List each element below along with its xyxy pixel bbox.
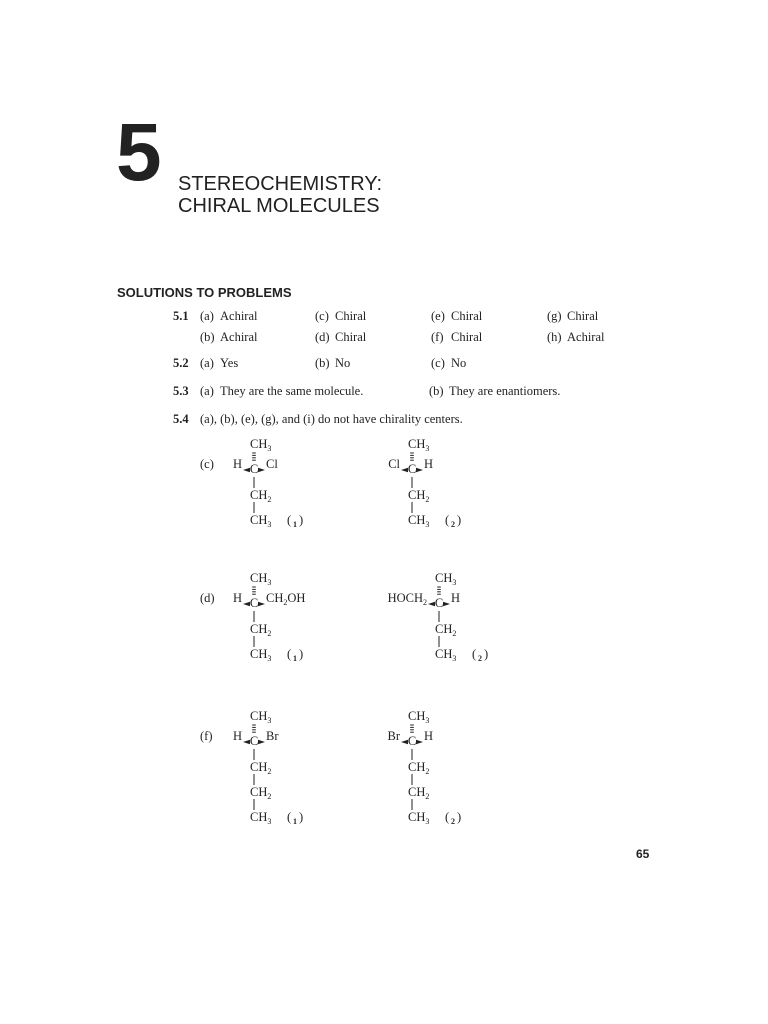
carbon-center: C bbox=[249, 734, 259, 748]
chain-group: $CH_2$ bbox=[250, 488, 272, 504]
substituent-top: $CH_3$ bbox=[250, 571, 272, 587]
problem-number: 5.1 bbox=[173, 309, 189, 323]
carbon-center: C bbox=[434, 596, 444, 610]
answer-label: (b) bbox=[315, 356, 330, 370]
wedge-bond-right bbox=[416, 468, 423, 472]
answer-label: (h) bbox=[547, 330, 562, 344]
wedge-bond-right bbox=[443, 602, 450, 606]
wedge-bond-left bbox=[401, 740, 408, 744]
chain-group: $CH_2$ bbox=[250, 785, 272, 801]
molecule-label: 2 bbox=[478, 654, 482, 663]
chain-group: $CH_2$ bbox=[250, 622, 272, 638]
chain-group: $CH_2$ bbox=[250, 760, 272, 776]
wedge-bond-right bbox=[258, 740, 265, 744]
answer-label: (a) bbox=[200, 356, 214, 370]
answer-label: (b) bbox=[429, 384, 444, 398]
answer-label: (b) bbox=[200, 330, 215, 344]
carbon-center: C bbox=[249, 462, 259, 476]
molecule-label-open: ( bbox=[445, 810, 450, 824]
wedge-bond-left bbox=[243, 602, 250, 606]
molecule-label-open: ( bbox=[287, 513, 292, 527]
carbon-center: C bbox=[249, 596, 259, 610]
answer-value: Chiral bbox=[335, 330, 367, 344]
substituent-left: H bbox=[232, 591, 242, 605]
answer-label: (e) bbox=[431, 309, 445, 323]
substituent-top: $CH_3$ bbox=[408, 709, 430, 725]
chain-group: $CH_2$ bbox=[435, 622, 457, 638]
page-number: 65 bbox=[636, 847, 650, 861]
answer-label: (d) bbox=[315, 330, 330, 344]
wedge-bond-right bbox=[258, 468, 265, 472]
molecule-label-close: ) bbox=[457, 513, 462, 527]
molecule-label: 2 bbox=[451, 817, 455, 826]
substituent-left: H bbox=[232, 729, 242, 743]
molecule-label: 1 bbox=[293, 817, 297, 826]
wedge-bond-left bbox=[243, 740, 250, 744]
substituent-top: $CH_3$ bbox=[250, 437, 272, 453]
answer-label: (a) bbox=[200, 309, 214, 323]
part-label: (d) bbox=[200, 591, 215, 605]
wedge-bond-left bbox=[401, 468, 408, 472]
answer-value: They are enantiomers. bbox=[449, 384, 561, 398]
answer-value: Yes bbox=[220, 356, 239, 370]
molecule-label-open: ( bbox=[287, 647, 292, 661]
part-label: (c) bbox=[200, 457, 214, 471]
answer-value: Chiral bbox=[451, 309, 483, 323]
substituent-top: $CH_3$ bbox=[250, 709, 272, 725]
carbon-center: C bbox=[407, 462, 417, 476]
answer-value: Achiral bbox=[220, 309, 258, 323]
molecule-label: 2 bbox=[451, 520, 455, 529]
substituent-right: H bbox=[451, 591, 461, 605]
carbon-center: C bbox=[407, 734, 417, 748]
substituent-top: $CH_3$ bbox=[408, 437, 430, 453]
substituent-left: H bbox=[232, 457, 242, 471]
answer-label: (c) bbox=[431, 356, 445, 370]
substituent-right: H bbox=[424, 729, 434, 743]
chapter-title-line-2: CHIRAL MOLECULES bbox=[178, 195, 380, 217]
answer-value: Chiral bbox=[451, 330, 483, 344]
substituent-left: Br bbox=[387, 729, 400, 743]
chapter-number: 5 bbox=[116, 107, 160, 198]
wedge-bond-left bbox=[428, 602, 435, 606]
molecule-label: 1 bbox=[293, 520, 297, 529]
wedge-bond-right bbox=[258, 602, 265, 606]
substituent-right: Cl bbox=[266, 457, 278, 471]
answer-label: (g) bbox=[547, 309, 562, 323]
answer-value: Achiral bbox=[567, 330, 605, 344]
answer-label: (f) bbox=[431, 330, 444, 344]
problem-number: 5.3 bbox=[173, 384, 189, 398]
substituent-left: $HOCH_2$ bbox=[387, 591, 427, 607]
answer-value: Achiral bbox=[220, 330, 258, 344]
answer-value: They are the same molecule. bbox=[220, 384, 364, 398]
problem-number: 5.2 bbox=[173, 356, 189, 370]
answer-value: Chiral bbox=[335, 309, 367, 323]
molecule-label-open: ( bbox=[287, 810, 292, 824]
substituent-right: Br bbox=[266, 729, 279, 743]
answer-label: (a) bbox=[200, 384, 214, 398]
section-heading: SOLUTIONS TO PROBLEMS bbox=[117, 285, 292, 300]
chain-group: $CH_3$ bbox=[408, 513, 430, 529]
answer-value: Chiral bbox=[567, 309, 599, 323]
answer-value: No bbox=[335, 356, 351, 370]
problem-number: 5.4 bbox=[173, 412, 189, 426]
molecule-label-close: ) bbox=[299, 810, 304, 824]
answer-value: No bbox=[451, 356, 467, 370]
molecule-label-close: ) bbox=[457, 810, 462, 824]
molecule-label-open: ( bbox=[445, 513, 450, 527]
chain-group: $CH_3$ bbox=[435, 647, 457, 663]
substituent-right: $CH_2OH$ bbox=[266, 591, 306, 607]
molecule-label-close: ) bbox=[484, 647, 489, 661]
chain-group: $CH_3$ bbox=[250, 810, 272, 826]
chain-group: $CH_3$ bbox=[250, 647, 272, 663]
answer-label: (c) bbox=[315, 309, 329, 323]
chain-group: $CH_2$ bbox=[408, 488, 430, 504]
chapter-title-line-1: STEREOCHEMISTRY: bbox=[178, 173, 383, 195]
molecule-label-open: ( bbox=[472, 647, 477, 661]
part-label: (f) bbox=[200, 729, 213, 743]
molecule-label: 1 bbox=[293, 654, 297, 663]
chain-group: $CH_3$ bbox=[408, 810, 430, 826]
substituent-top: $CH_3$ bbox=[435, 571, 457, 587]
substituent-left: Cl bbox=[388, 457, 400, 471]
chain-group: $CH_2$ bbox=[408, 785, 430, 801]
wedge-bond-right bbox=[416, 740, 423, 744]
molecule-label-close: ) bbox=[299, 513, 304, 527]
molecule-label-close: ) bbox=[299, 647, 304, 661]
chain-group: $CH_3$ bbox=[250, 513, 272, 529]
substituent-right: H bbox=[424, 457, 434, 471]
chain-group: $CH_2$ bbox=[408, 760, 430, 776]
problem-text: (a), (b), (e), (g), and (i) do not have chirality centers. bbox=[200, 412, 463, 426]
wedge-bond-left bbox=[243, 468, 250, 472]
